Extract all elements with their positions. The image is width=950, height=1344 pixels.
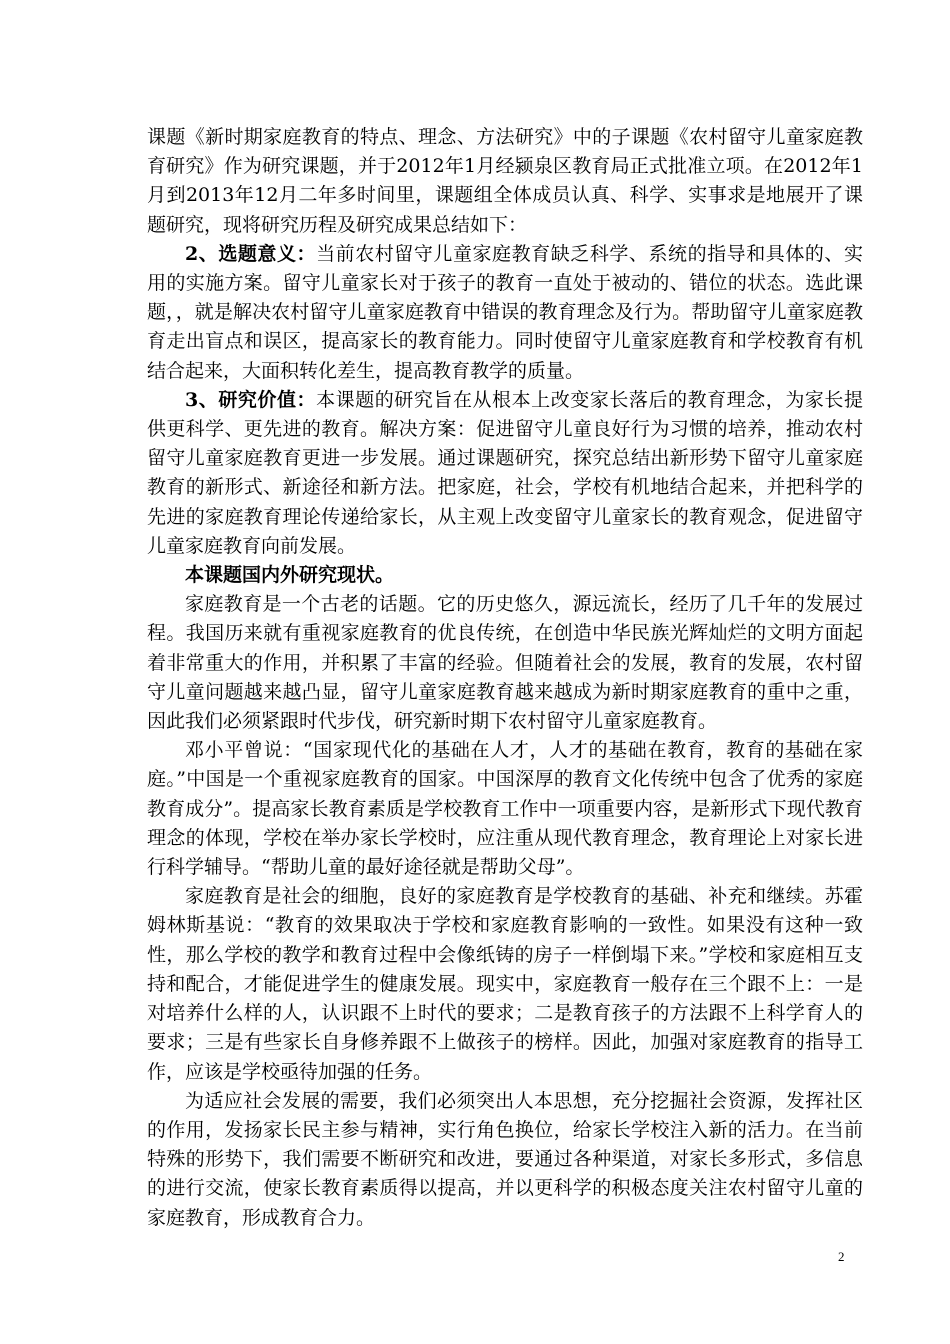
deng-quote-paragraph: 邓小平曾说：“国家现代化的基础在人才，人才的基础在教育，教育的基础在家庭。”中国是一个重视家庭教育的国家。中国深厚的教育文化传统中包含了优秀的家庭教育成分”。提高家长教育素质是学校教育工作中一项重要内容，是新形式下现代教育理念的体现，学校在举办家长学校时，应注重从现代教育理念，教育理论上对家长进行科学辅导。“帮助儿童的最好途径就是帮助父母”。 bbox=[147, 739, 863, 879]
significance-label: 2、选题意义： bbox=[185, 242, 317, 265]
page-number: 2 bbox=[838, 1249, 845, 1264]
value-label: 3、研究价值： bbox=[185, 388, 317, 411]
family-cell-paragraph: 家庭教育是社会的细胞，良好的家庭教育是学校教育的基础、补充和继续。苏霍姆林斯基说：“教育的效果取决于学校和家庭教育影响的一致性。如果没有这种一致性，那么学校的教学和教育过程中会像纸铸的房子一样倒塌下来。”学校和家庭相互支持和配合，才能促进学生的健康发展。现实中，家庭教育一般存在三个跟不上：一是对培养什么样的人，认识跟不上时代的要求；二是教育孩子的方法跟不上科学育人的要求；三是有些家长自身修养跟不上做孩子的榜样。因此，加强对家庭教育的指导工作，应该是学校亟待加强的任务。 bbox=[147, 885, 863, 1083]
history-paragraph: 家庭教育是一个古老的话题。它的历史悠久，源远流长，经历了几千年的发展过程。我国历来就有重视家庭教育的优良传统，在创造中华民族光辉灿烂的文明方面起着非常重大的作用，并积累了丰富的经验。但随着社会的发展，教育的发展，农村留守儿童问题越来越凸显，留守儿童家庭教育越来越成为新时期家庭教育的重中之重，因此我们必须紧跟时代步伐，研究新时期下农村留守儿童家庭教育。 bbox=[147, 593, 863, 733]
adaptation-paragraph: 为适应社会发展的需要，我们必须突出人本思想，充分挖掘社会资源，发挥社区的作用，发扬家长民主参与精神，实行角色换位，给家长学校注入新的活力。在当前特殊的形势下，我们需要不断研究和改进，要通过各种渠道，对家长多形式，多信息的进行交流，使家长教育素质得以提高，并以更科学的积极态度关注农村留守儿童的家庭教育，形成教育合力。 bbox=[147, 1089, 863, 1229]
document-body bbox=[147, 123, 863, 1233]
value-text: 本课题的研究旨在从根本上改变家长落后的教育理念，为家长提供更科学、更先进的教育。解决方案：促进留守儿童良好行为习惯的培养，推动农村留守儿童家庭教育更进一步发展。通过课题研究，探究总结出新形势下留守儿童家庭教育的新形式、新途径和新方法。把家庭，社会，学校有机地结合起来，并把科学的先进的家庭教育理论传递给家长，从主观上改变留守儿童家长的教育观念，促进留守儿童家庭教育向前发展。 bbox=[147, 388, 863, 557]
significance-text: 当前农村留守儿童家庭教育缺乏科学、系统的指导和具体的、实用的实施方案。留守儿童家长对于孩子的教育一直处于被动的、错位的状态。选此课题，，就是解决农村留守儿童家庭教育中错误的教育理念及行为。帮助留守儿童家庭教育走出盲点和误区，提高家长的教育能力。同时使留守儿童家庭教育和学校教育有机结合起来，大面积转化差生，提高教育教学的质量。 bbox=[147, 242, 863, 382]
significance-paragraph bbox=[147, 240, 863, 386]
research-status-heading: 本课题国内外研究现状。 bbox=[185, 564, 395, 587]
intro-paragraph: 课题《新时期家庭教育的特点、理念、方法研究》中的子课题《农村留守儿童家庭教育研究》作为研究课题，并于2012年1月经颍泉区教育局正式批准立项。在2012年1月到2013年12月二年多时间里，课题组全体成员认真、科学、实事求是地展开了课题研究，现将研究历程及研究成果总结如下： bbox=[147, 126, 863, 236]
value-paragraph bbox=[147, 386, 863, 561]
